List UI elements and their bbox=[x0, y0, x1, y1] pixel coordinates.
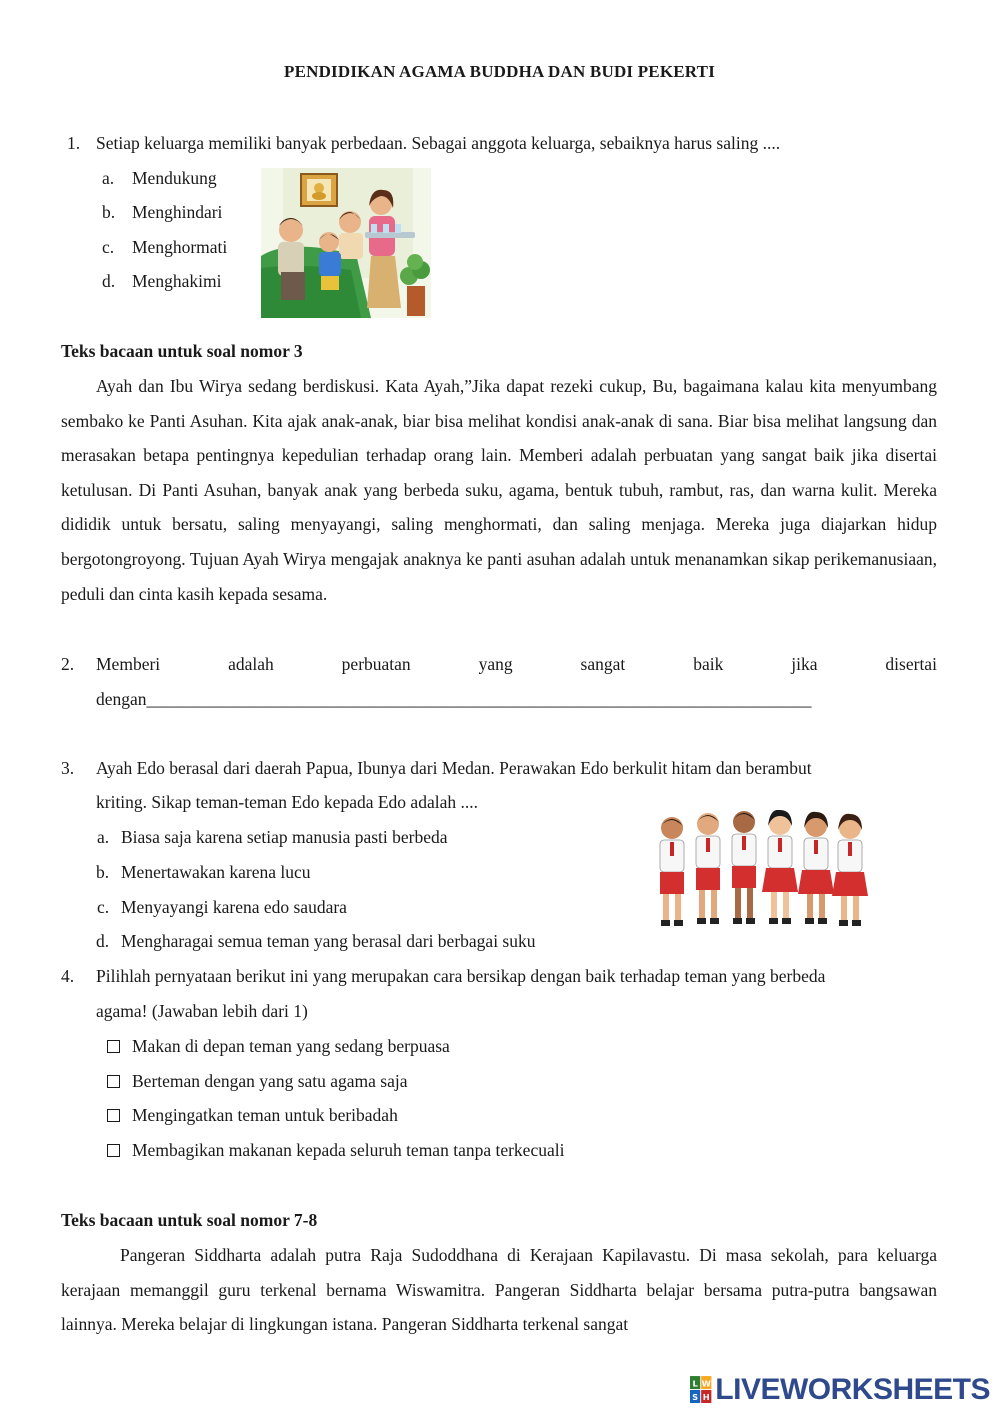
checkbox[interactable] bbox=[107, 1040, 120, 1053]
checkbox[interactable] bbox=[107, 1144, 120, 1157]
option-letter: b. bbox=[96, 862, 110, 882]
page-title: PENDIDIKAN AGAMA BUDDHA DAN BUDI PEKERTI bbox=[283, 62, 716, 81]
option-letter: c. bbox=[102, 237, 115, 257]
question-number: 2. bbox=[61, 654, 75, 674]
liveworksheets-logo bbox=[690, 1370, 990, 1410]
option-d[interactable]: Mengharagai semua teman yang berasal dari berbagai suku bbox=[121, 931, 536, 951]
logo-icon bbox=[690, 1375, 712, 1405]
option-c[interactable]: Menghormati bbox=[132, 237, 228, 257]
checkbox[interactable] bbox=[107, 1109, 120, 1122]
question-number: 3. bbox=[61, 758, 75, 778]
option-d[interactable]: Menghakimi bbox=[132, 271, 222, 291]
logo-letter: H bbox=[702, 1392, 710, 1403]
question-number: 4. bbox=[61, 966, 75, 986]
reading-passage: Ayah dan Ibu Wirya sedang berdiskusi. Kata Ayah,”Jika dapat rezeki cukup, Bu, bagaimana kalau kita menyumbang sembako ke Panti Asuhan. Kita ajak anak-anak, biar bisa melihat kondisi anak-anak di sana. Biar bisa melihat langsung dan merasakan betapa pentingnya kepedulian terhadap orang lain. Memberi adalah perbuatan yang sangat baik jika disertai ketulusan. Di Panti Asuhan, banyak anak yang berbeda suku, agama, bentuk tubuh, rambut, ras, dan warna kulit. Mereka dididik untuk bersatu, saling menyayangi, saling menghormati, dan saling menjaga. Mereka juga diajarkan hidup bergotongroyong. Tujuan Ayah Wirya mengajak anaknya ke panti asuhan adalah untuk menanamkan sikap perikemanusiaan, peduli dan cinta kasih kepada sesama. bbox=[61, 376, 937, 604]
question-word: baik bbox=[693, 654, 724, 674]
answer-blank[interactable]: dengan____________________________________________________________________________ bbox=[96, 689, 812, 709]
question-word: yang bbox=[478, 654, 513, 674]
option-b[interactable]: Menghindari bbox=[132, 202, 223, 222]
question-word: disertai bbox=[885, 654, 937, 674]
question-number: 1. bbox=[67, 133, 81, 153]
logo-letter: W bbox=[701, 1378, 711, 1389]
checkbox-option[interactable] bbox=[107, 1029, 450, 1064]
question-text: agama! (Jawaban lebih dari 1) bbox=[96, 1001, 308, 1021]
checkbox-label: Makan di depan teman yang sedang berpuasa bbox=[132, 1036, 450, 1056]
option-a[interactable]: Mendukung bbox=[132, 168, 217, 188]
logo-text: LIVEWORKSHEETS bbox=[715, 1373, 990, 1406]
option-letter: c. bbox=[97, 897, 110, 917]
question-word: perbuatan bbox=[341, 654, 411, 674]
question-word: adalah bbox=[228, 654, 274, 674]
question-word: jika bbox=[791, 654, 818, 674]
question-word: sangat bbox=[580, 654, 626, 674]
question-text: Ayah Edo berasal dari daerah Papua, Ibunya dari Medan. Perawakan Edo berkulit hitam dan berambut bbox=[96, 758, 812, 778]
option-b[interactable]: Menertawakan karena lucu bbox=[121, 862, 311, 882]
checkbox[interactable] bbox=[107, 1075, 120, 1088]
question-text: Pilihlah pernyataan berikut ini yang merupakan cara bersikap dengan baik terhadap teman yang berbeda bbox=[96, 966, 826, 986]
checkbox-option[interactable] bbox=[107, 1133, 564, 1168]
option-letter: b. bbox=[102, 202, 116, 222]
students-illustration bbox=[652, 810, 870, 935]
checkbox-label: Mengingatkan teman untuk beribadah bbox=[132, 1105, 398, 1125]
option-letter: a. bbox=[102, 168, 115, 188]
option-letter: a. bbox=[97, 827, 110, 847]
option-a[interactable]: Biasa saja karena setiap manusia pasti berbeda bbox=[121, 827, 448, 847]
question-text: kriting. Sikap teman-teman Edo kepada Edo adalah .... bbox=[96, 792, 478, 812]
logo-letter: S bbox=[692, 1392, 699, 1403]
reading-heading: Teks bacaan untuk soal nomor 7-8 bbox=[61, 1210, 318, 1230]
reading-passage: Pangeran Siddharta adalah putra Raja Sudoddhana di Kerajaan Kapilavastu. Di masa sekolah, para keluarga kerajaan memanggil guru terkenal bernama Wiswamitra. Pangeran Siddharta belajar bersama putra-putra bangsawan lainnya. Mereka belajar di lingkungan istana. Pangeran Siddharta terkenal sangat bbox=[61, 1245, 937, 1335]
question-word: Memberi bbox=[96, 654, 161, 674]
checkbox-option[interactable] bbox=[107, 1098, 398, 1133]
option-letter: d. bbox=[102, 271, 116, 291]
question-text: Setiap keluarga memiliki banyak perbedaan. Sebagai anggota keluarga, sebaiknya harus saling .... bbox=[96, 133, 781, 153]
checkbox-option[interactable] bbox=[107, 1064, 408, 1099]
checkbox-label: Berteman dengan yang satu agama saja bbox=[132, 1071, 408, 1091]
logo-letter: L bbox=[692, 1378, 698, 1389]
option-letter: d. bbox=[96, 931, 110, 951]
checkbox-label: Membagikan makanan kepada seluruh teman tanpa terkecuali bbox=[132, 1140, 565, 1160]
family-illustration bbox=[261, 168, 431, 318]
reading-heading: Teks bacaan untuk soal nomor 3 bbox=[61, 341, 303, 361]
question-text-line bbox=[96, 654, 937, 675]
option-c[interactable]: Menyayangi karena edo saudara bbox=[121, 897, 347, 917]
